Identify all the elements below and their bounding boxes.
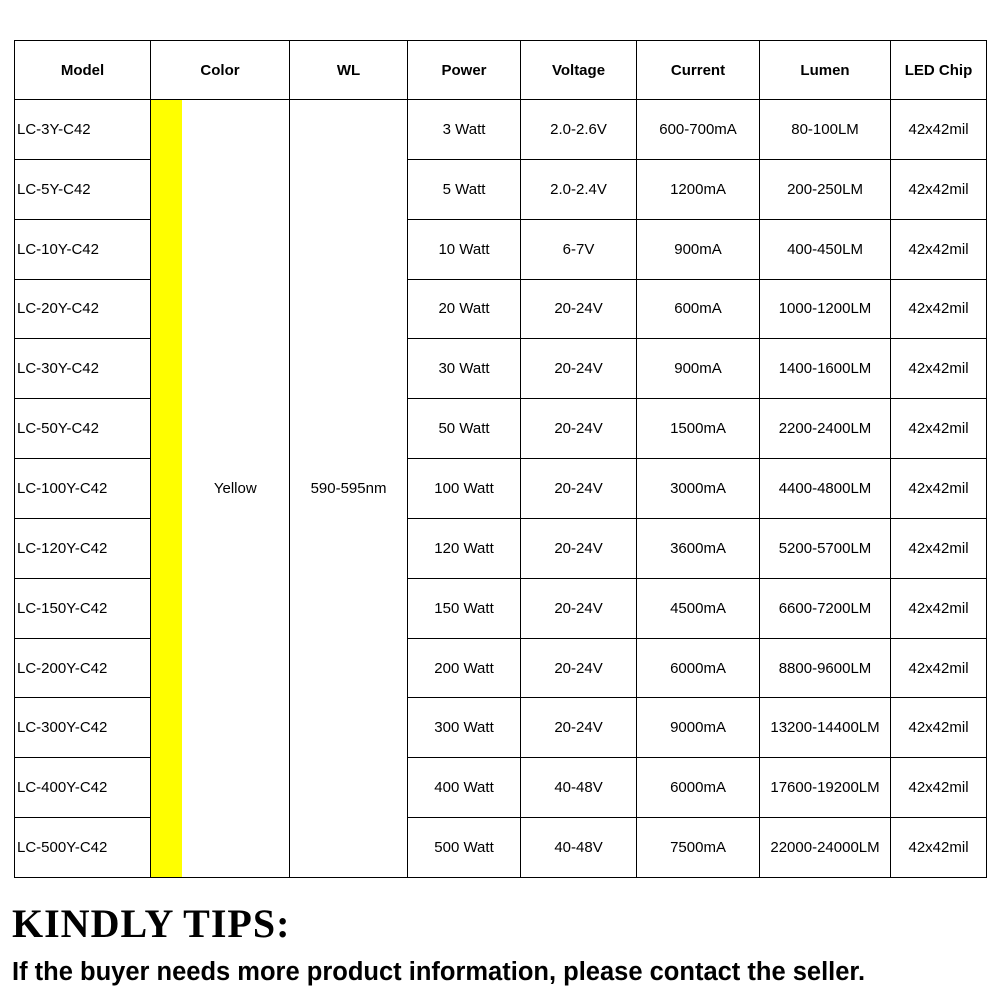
header-color: Color <box>151 41 290 100</box>
current-cell: 3600mA <box>637 518 760 578</box>
power-cell: 10 Watt <box>408 219 521 279</box>
model-cell: LC-300Y-C42 <box>15 698 151 758</box>
led-chip-cell: 42x42mil <box>891 578 987 638</box>
model-cell: LC-150Y-C42 <box>15 578 151 638</box>
yellow-color-swatch <box>151 100 182 877</box>
led-chip-cell: 42x42mil <box>891 638 987 698</box>
power-cell: 120 Watt <box>408 518 521 578</box>
voltage-cell: 20-24V <box>521 578 637 638</box>
model-cell: LC-30Y-C42 <box>15 339 151 399</box>
current-cell: 1500mA <box>637 399 760 459</box>
led-chip-cell: 42x42mil <box>891 518 987 578</box>
current-cell: 6000mA <box>637 638 760 698</box>
current-cell: 6000mA <box>637 758 760 818</box>
model-cell: LC-500Y-C42 <box>15 818 151 878</box>
voltage-cell: 40-48V <box>521 818 637 878</box>
current-cell: 900mA <box>637 219 760 279</box>
led-chip-cell: 42x42mil <box>891 818 987 878</box>
model-cell: LC-5Y-C42 <box>15 159 151 219</box>
led-chip-cell: 42x42mil <box>891 219 987 279</box>
voltage-cell: 2.0-2.6V <box>521 100 637 160</box>
color-name-cell: Yellow <box>182 100 290 878</box>
power-cell: 5 Watt <box>408 159 521 219</box>
header-led-chip: LED Chip <box>891 41 987 100</box>
led-chip-cell: 42x42mil <box>891 339 987 399</box>
led-chip-cell: 42x42mil <box>891 159 987 219</box>
current-cell: 600-700mA <box>637 100 760 160</box>
led-chip-cell: 42x42mil <box>891 100 987 160</box>
model-cell: LC-10Y-C42 <box>15 219 151 279</box>
table-row <box>15 100 987 160</box>
current-cell: 7500mA <box>637 818 760 878</box>
current-cell: 3000mA <box>637 459 760 519</box>
header-current: Current <box>637 41 760 100</box>
model-cell: LC-400Y-C42 <box>15 758 151 818</box>
voltage-cell: 20-24V <box>521 638 637 698</box>
lumen-cell: 400-450LM <box>760 219 891 279</box>
voltage-cell: 20-24V <box>521 399 637 459</box>
led-chip-cell: 42x42mil <box>891 698 987 758</box>
model-cell: LC-50Y-C42 <box>15 399 151 459</box>
model-cell: LC-20Y-C42 <box>15 279 151 339</box>
tips-title: KINDLY TIPS: <box>12 901 291 946</box>
voltage-cell: 20-24V <box>521 459 637 519</box>
lumen-cell: 17600-19200LM <box>760 758 891 818</box>
lumen-cell: 1400-1600LM <box>760 339 891 399</box>
model-cell: LC-100Y-C42 <box>15 459 151 519</box>
lumen-cell: 13200-14400LM <box>760 698 891 758</box>
header-model: Model <box>15 41 151 100</box>
power-cell: 300 Watt <box>408 698 521 758</box>
power-cell: 400 Watt <box>408 758 521 818</box>
voltage-cell: 2.0-2.4V <box>521 159 637 219</box>
spec-table <box>14 40 987 878</box>
model-cell: LC-3Y-C42 <box>15 100 151 160</box>
voltage-cell: 20-24V <box>521 698 637 758</box>
lumen-cell: 4400-4800LM <box>760 459 891 519</box>
power-cell: 30 Watt <box>408 339 521 399</box>
power-cell: 20 Watt <box>408 279 521 339</box>
color-swatch-cell <box>151 100 182 878</box>
voltage-cell: 20-24V <box>521 279 637 339</box>
lumen-cell: 22000-24000LM <box>760 818 891 878</box>
voltage-cell: 6-7V <box>521 219 637 279</box>
header-wl: WL <box>290 41 408 100</box>
current-cell: 4500mA <box>637 578 760 638</box>
lumen-cell: 200-250LM <box>760 159 891 219</box>
led-chip-cell: 42x42mil <box>891 399 987 459</box>
model-cell: LC-200Y-C42 <box>15 638 151 698</box>
header-voltage: Voltage <box>521 41 637 100</box>
lumen-cell: 2200-2400LM <box>760 399 891 459</box>
led-chip-cell: 42x42mil <box>891 459 987 519</box>
power-cell: 500 Watt <box>408 818 521 878</box>
current-cell: 9000mA <box>637 698 760 758</box>
voltage-cell: 40-48V <box>521 758 637 818</box>
current-cell: 600mA <box>637 279 760 339</box>
lumen-cell: 6600-7200LM <box>760 578 891 638</box>
wavelength-cell: 590-595nm <box>290 100 408 878</box>
model-cell: LC-120Y-C42 <box>15 518 151 578</box>
power-cell: 200 Watt <box>408 638 521 698</box>
power-cell: 150 Watt <box>408 578 521 638</box>
header-lumen: Lumen <box>760 41 891 100</box>
tips-text: If the buyer needs more product information, please contact the seller. <box>12 958 866 986</box>
lumen-cell: 8800-9600LM <box>760 638 891 698</box>
led-chip-cell: 42x42mil <box>891 279 987 339</box>
current-cell: 900mA <box>637 339 760 399</box>
led-chip-cell: 42x42mil <box>891 758 987 818</box>
power-cell: 3 Watt <box>408 100 521 160</box>
current-cell: 1200mA <box>637 159 760 219</box>
power-cell: 100 Watt <box>408 459 521 519</box>
power-cell: 50 Watt <box>408 399 521 459</box>
voltage-cell: 20-24V <box>521 518 637 578</box>
lumen-cell: 80-100LM <box>760 100 891 160</box>
header-row <box>15 41 987 100</box>
lumen-cell: 5200-5700LM <box>760 518 891 578</box>
voltage-cell: 20-24V <box>521 339 637 399</box>
lumen-cell: 1000-1200LM <box>760 279 891 339</box>
header-power: Power <box>408 41 521 100</box>
table-body <box>15 100 987 878</box>
